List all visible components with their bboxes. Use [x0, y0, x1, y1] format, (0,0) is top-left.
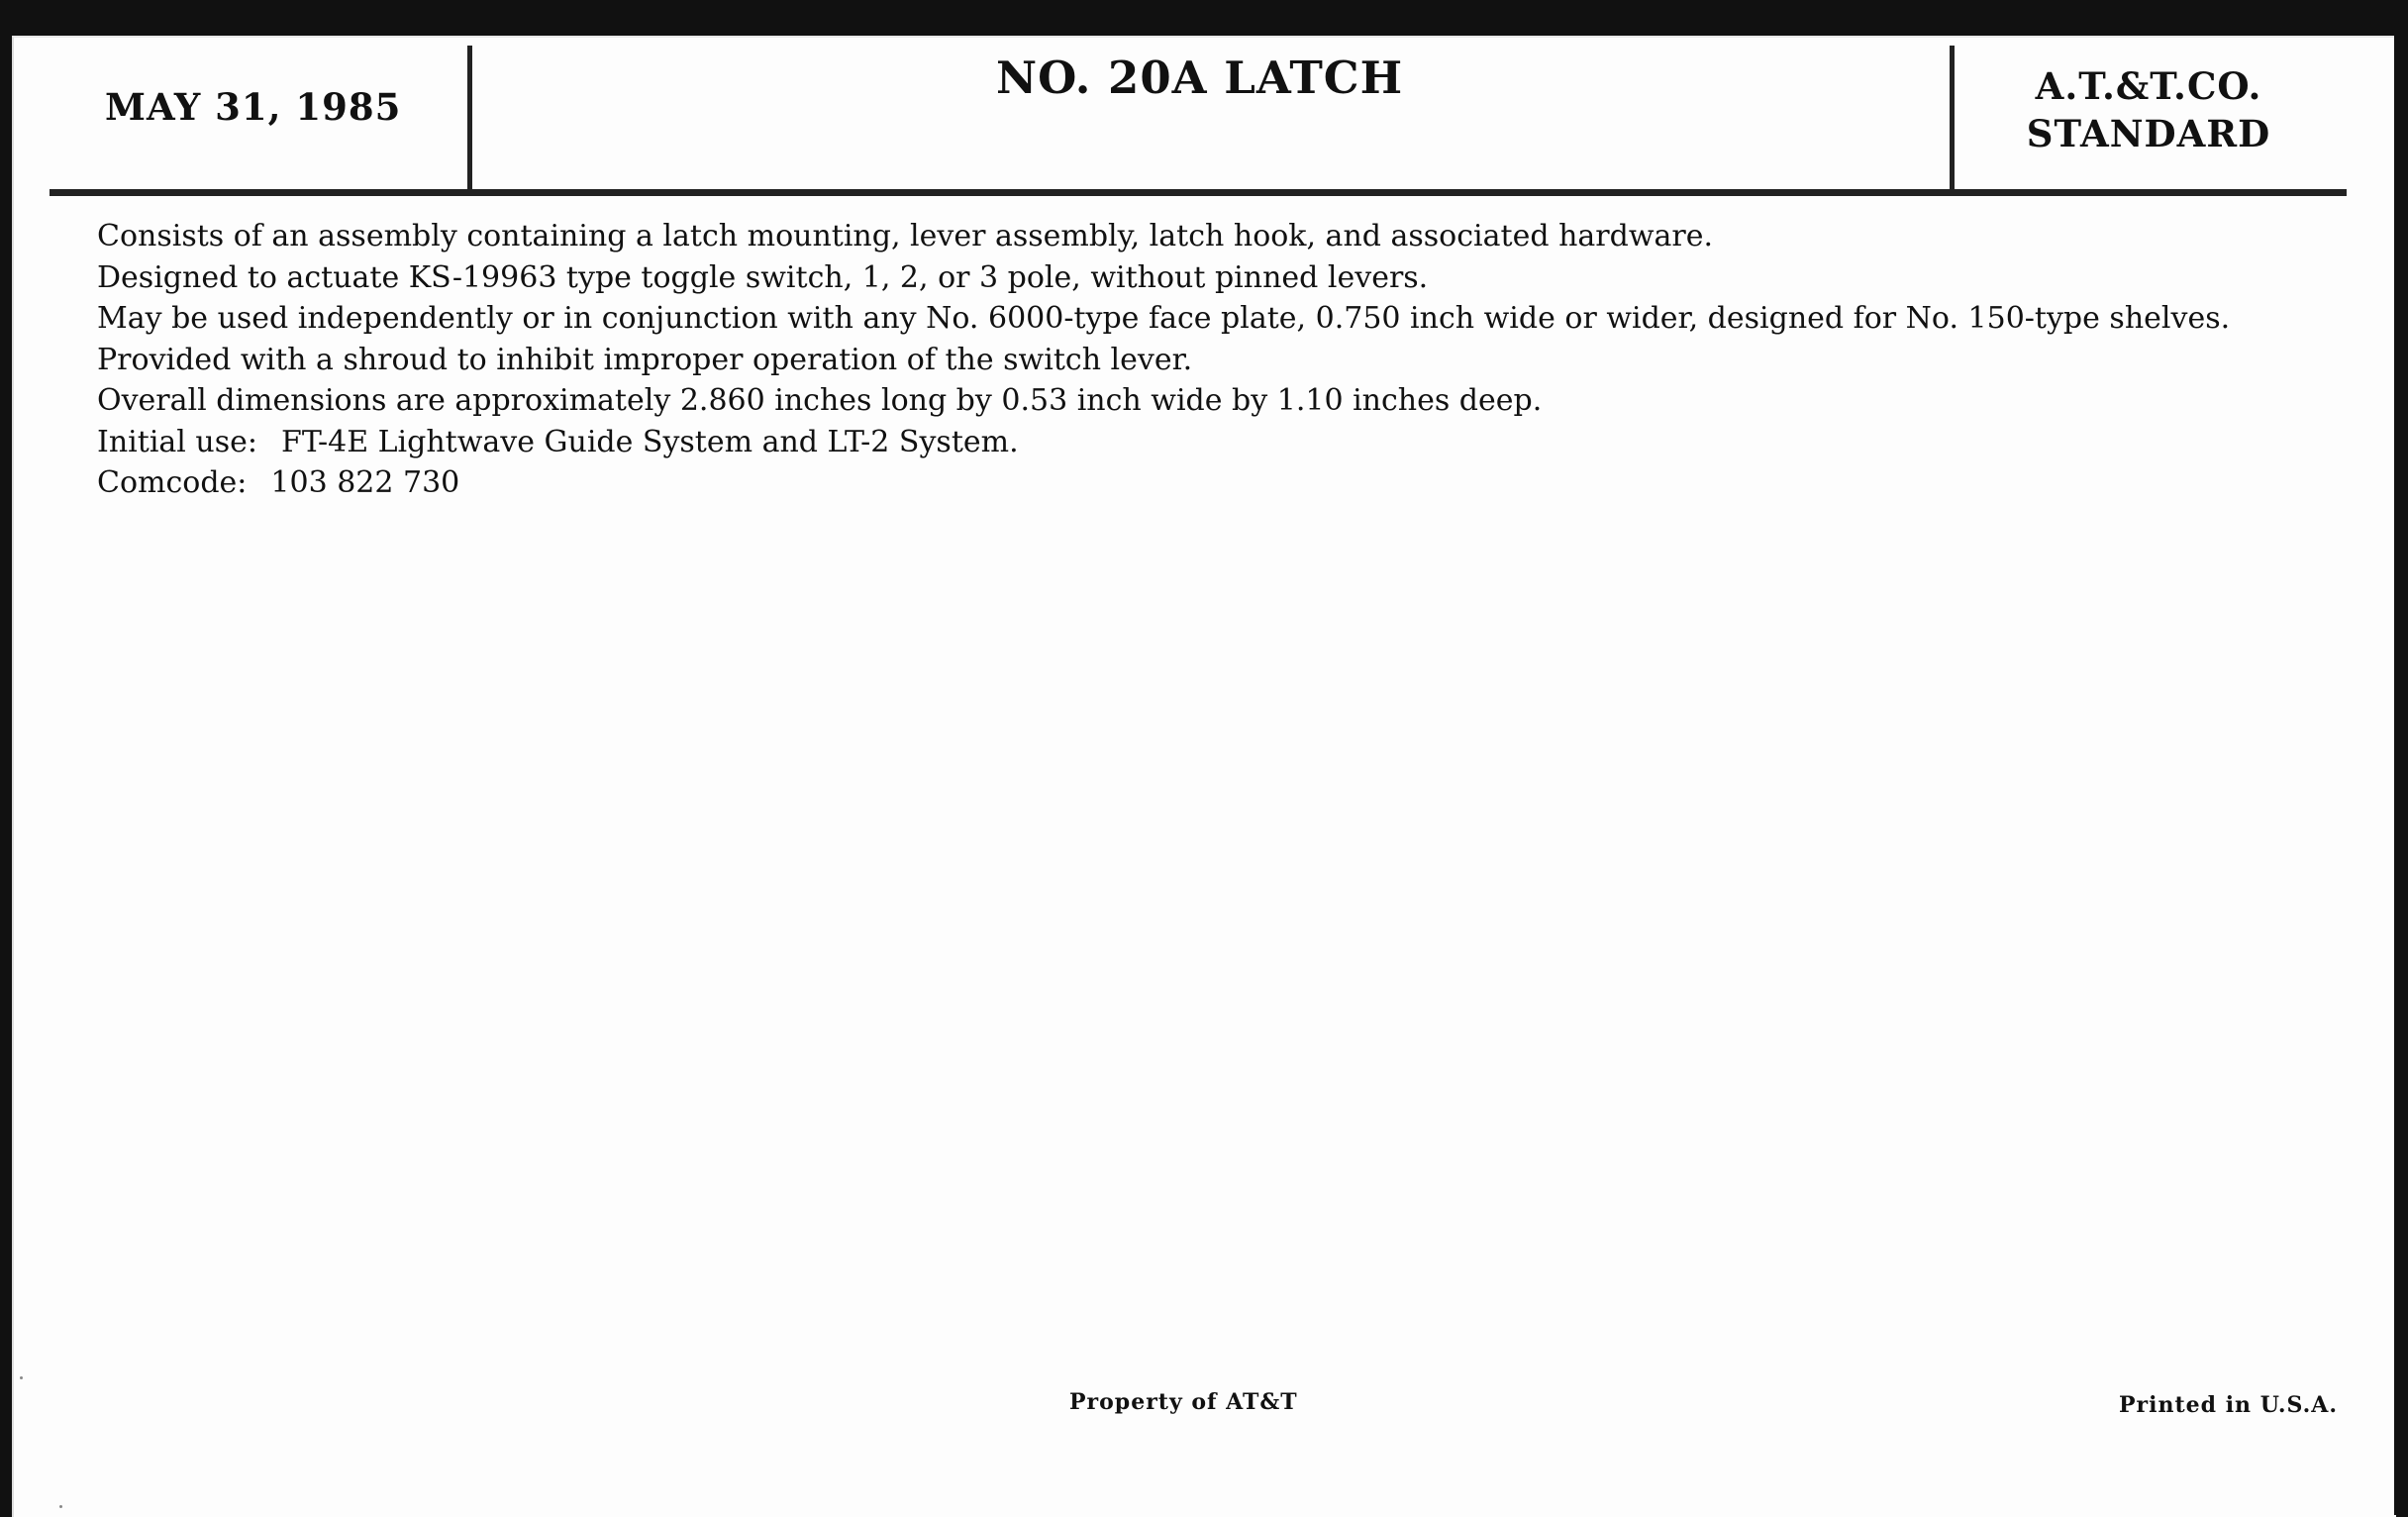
description-line: Consists of an assembly containing a latch mounting, lever assembly, latch hook, and associated hardware.: [97, 219, 1714, 253]
description-line: Provided with a shroud to inhibit improper operation of the switch lever.: [97, 342, 1193, 377]
description-line: Designed to actuate KS-19963 type toggle switch, 1, 2, or 3 pole, without pinned levers.: [97, 259, 1429, 295]
initial-use-line: [97, 422, 2230, 463]
comcode-line: [97, 462, 2230, 504]
scan-speck: [59, 1505, 62, 1508]
standard-line-1: A.T.&T.CO.: [2035, 64, 2262, 108]
standard-label: [1980, 62, 2317, 157]
header-divider-left: [467, 46, 472, 190]
page-title: NO. 20A LATCH: [996, 51, 1404, 104]
scan-border: [2394, 0, 2408, 1515]
comcode-label: Comcode:: [97, 465, 248, 500]
initial-use-label: Initial use:: [97, 424, 258, 459]
printed-notice: Printed in U.S.A.: [2119, 1392, 2339, 1418]
comcode-value: 103 822 730: [270, 465, 460, 500]
header-rule: [50, 189, 2347, 196]
initial-use-value: FT-4E Lightwave Guide System and LT-2 System.: [281, 424, 1019, 459]
description-text: [97, 216, 2230, 504]
header-divider-right: [1950, 46, 1955, 190]
description-line: May be used independently or in conjunction with any No. 6000-type face plate, 0.750 inch wide or wider, designed for No. 150-type shelves.: [97, 301, 2231, 336]
property-notice: Property of AT&T: [1069, 1389, 1298, 1415]
scan-speck: [20, 1376, 23, 1379]
standard-line-2: STANDARD: [2026, 112, 2271, 155]
description-line: Overall dimensions are approximately 2.860 inches long by 0.53 inch wide by 1.10 inches deep.: [97, 383, 1543, 418]
issue-date: MAY 31, 1985: [105, 85, 402, 129]
